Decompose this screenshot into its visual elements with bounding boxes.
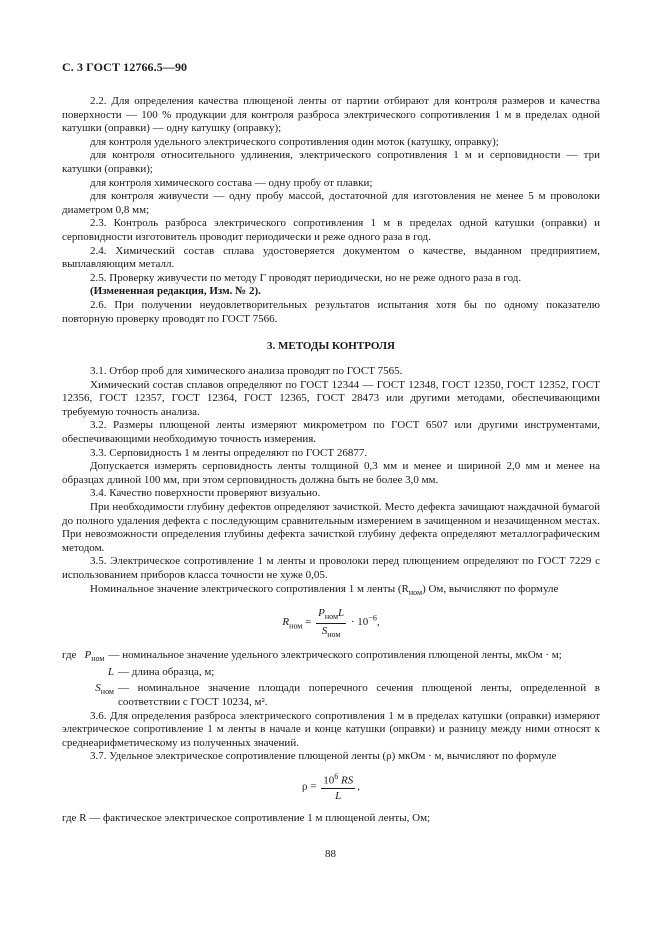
- fraction: $\frac{10^6 RS}{L}$: [323, 771, 354, 802]
- amendment-note: (Измененная редакция, Изм. № 2).: [90, 285, 261, 298]
- paragraph-chemical-methods: Химический состав сплавов определяют по ГОСТ 12344 — ГОСТ 12348, ГОСТ 12350, ГОСТ 12352, ГОСТ 12356, ГОСТ 12357, ГОСТ 12364, ГОСТ 12365, ГОСТ 28473 или другими методами, обеспечивающими требуемую точность анализа.: [62, 378, 600, 418]
- document-page: [62, 60, 600, 825]
- fraction: $\frac{P_{ном}L}{S_{ном}}$: [318, 607, 345, 639]
- paragraph-2-6: 2.6. При получении неудовлетворительных результатов испытания хотя бы по одному показателю повторную проверку проводят по ГОСТ 7566.: [62, 298, 600, 325]
- definition-r: где R — фактическое электрическое сопротивление 1 м плющеной ленты, Ом;: [62, 811, 431, 824]
- paragraph-3-3: 3.3. Серповидность 1 м ленты определяют по ГОСТ 26877.: [90, 446, 368, 459]
- paragraph-2-3: 2.3. Контроль разброса электрического сопротивления 1 м в пределах одной катушки (оправки) и серповидности изготовитель проводит периодически и реже одного раза в год.: [62, 217, 600, 243]
- paragraph-camber-allowance: Допускается измерять серповидность ленты толщиной 0,3 мм и менее и шириной 2,0 мм и менее на образцах длиной 100 мм, при этом серповидность должна быть не более 3,0 мм.: [62, 460, 600, 486]
- paragraph-2-2: 2.2. Для определения качества плющеной ленты от партии отбирают для контроля размеров и качества поверхности — 100 % продукции для контроля разброса электрического сопротивления 1 м в пределах одной катушки (оправки) — одну катушку (оправку);: [62, 95, 600, 135]
- paragraph-2-5: 2.5. Проверку живучести по методу Г проводят периодически, но не реже одного раза в год.: [90, 271, 522, 284]
- definition-row: L — длина образца, м;: [107, 665, 215, 678]
- paragraph-3-4: 3.4. Качество поверхности проверяют визуально.: [90, 487, 321, 500]
- paragraph-2-4: 2.4. Химический состав сплава удостоверяется документом о качестве, выданном предприятием, выплавляющим металл.: [62, 244, 600, 271]
- paragraph-chemical-sample: для контроля химического состава — одну пробу от плавки;: [90, 176, 373, 189]
- formula-resistivity: ρ = $\frac{10^6 RS}{L}$ ,: [302, 771, 360, 802]
- section-title: 3. МЕТОДЫ КОНТРОЛЯ: [267, 340, 395, 353]
- paragraph-3-1: 3.1. Отбор проб для химического анализа проводят по ГОСТ 7565.: [90, 365, 403, 378]
- paragraph-elongation-sample: для контроля относительного удлинения, электрического сопротивления 1 м и серповидности — три катушки (оправки);: [62, 149, 600, 175]
- paragraph-3-6: 3.6. Для определения разброса электрического сопротивления 1 м в пределах катушки (оправки) измеряют электрическое сопротивление 1 м ленты в начале и конце катушки (оправки) и разницу между ними относят к среднеарифметическому из полученных значений.: [62, 709, 600, 749]
- paragraph-3-2: 3.2. Размеры плющеной ленты измеряют микрометром по ГОСТ 6507 или другими инструментами, обеспечивающими необходимую точность измерения.: [62, 419, 600, 446]
- page-number: 88: [325, 848, 336, 860]
- definition-row: где $P_{ном}$ — номинальное значение удельного электрического сопротивления плющеной ленты, мкОм · м;: [62, 648, 562, 663]
- paragraph-durability-sample: для контроля живучести — одну пробу массой, достаточной для изготовления не менее 5 м проволоки диаметром 0,8 мм;: [62, 190, 600, 216]
- page-header: С. 3 ГОСТ 12766.5—90: [62, 60, 188, 74]
- paragraph-resistivity-sample: для контроля удельного электрического сопротивления один моток (катушку, оправку);: [90, 135, 499, 148]
- paragraph-nominal-intro: Номинальное значение электрического сопротивления 1 м ленты $(R_{ном})$ Ом, вычисляют по формуле: [90, 582, 559, 597]
- paragraph-defect-depth: При необходимости глубину дефектов определяют зачисткой. Место дефекта зачищают наждачной бумагой до полного удаления дефекта с последующим сравнительным измерением в зачищенном и незачищенном местах. При невозможности определения глубины дефекта зачисткой глубину дефекта определяют металлографическим методом.: [62, 501, 600, 554]
- paragraph-3-5: 3.5. Электрическое сопротивление 1 м ленты и проволоки перед плющением определяют по ГОСТ 7229 с использованием приборов класса точности не хуже 0,05.: [62, 555, 600, 581]
- definition-row: $S_{ном}$ — номинальное значение площади поперечного сечения плющеной ленты, определенной в соответствии с ГОСТ 10234, м².: [95, 682, 600, 708]
- paragraph-3-7: 3.7. Удельное электрическое сопротивление плющеной ленты (ρ) мкОм · м, вычисляют по формуле: [90, 750, 557, 763]
- definitions-list: [62, 649, 600, 710]
- formula-nominal-resistance: $R_{ном}$ = $\frac{P_{ном}L}{S_{ном}}$ · $10^{-6}$,: [282, 607, 380, 639]
